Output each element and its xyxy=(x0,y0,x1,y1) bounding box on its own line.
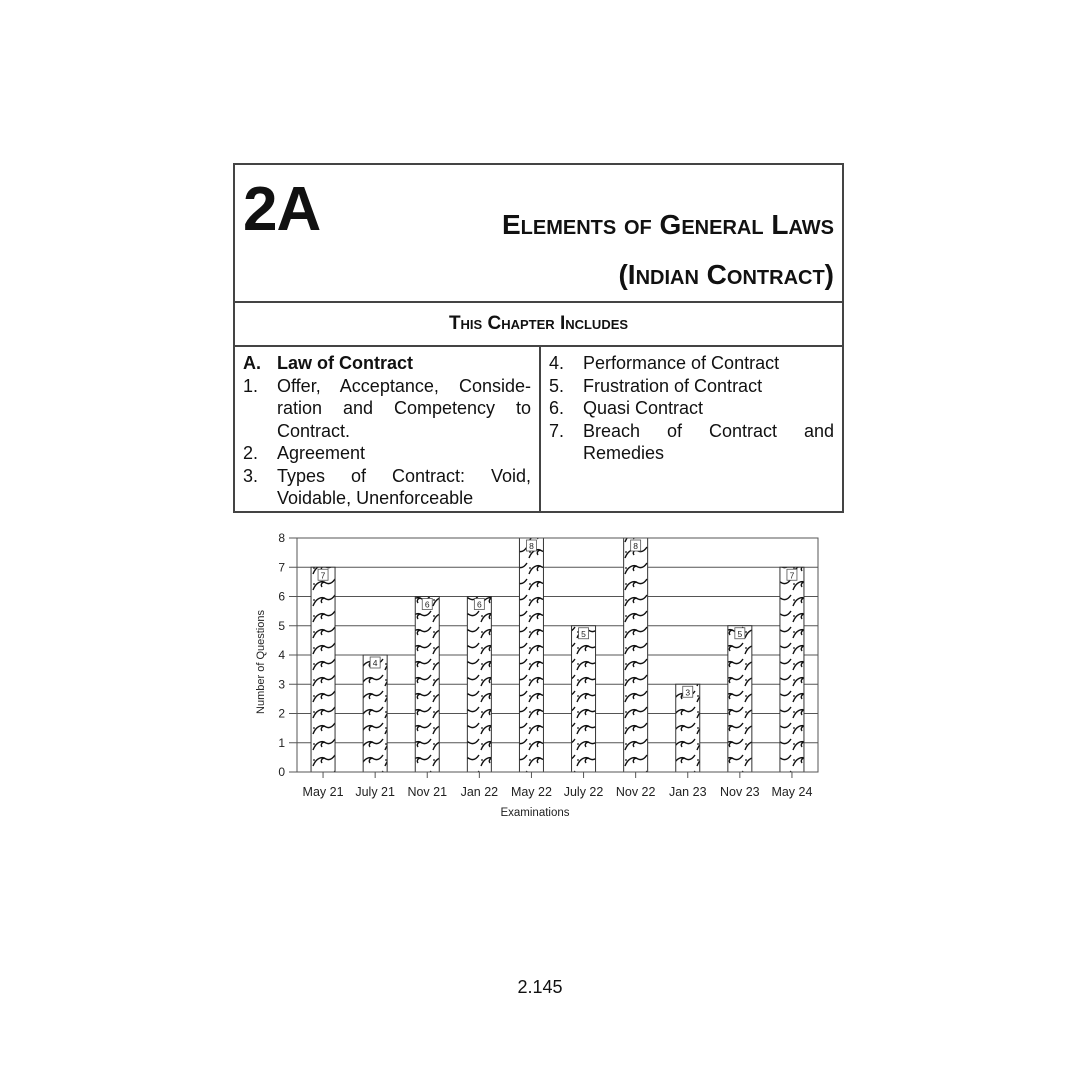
bar xyxy=(676,684,700,772)
chapter-title-line2: (Indian Contract) xyxy=(618,259,834,290)
bar xyxy=(780,567,804,772)
x-tick-label: July 22 xyxy=(563,785,604,799)
list-item: 5. Frustration of Contract xyxy=(549,375,763,396)
y-axis-label: Number of Questions xyxy=(255,610,267,714)
contents-right-column xyxy=(541,347,842,511)
bar xyxy=(728,626,752,772)
contents-table xyxy=(235,347,842,511)
page-number: 2.145 xyxy=(517,977,563,997)
list-item: 3. Types of Contract: Void, Voidable, Unenforceable xyxy=(243,465,531,508)
x-tick-label: May 22 xyxy=(510,785,552,799)
x-tick-label: Jan 23 xyxy=(668,785,707,799)
y-tick-label: 8 xyxy=(278,531,285,545)
x-tick-label: Nov 23 xyxy=(720,785,760,799)
bar-value-label: 8 xyxy=(633,541,639,551)
bar-value-label: 6 xyxy=(424,599,430,610)
y-tick-label: 2 xyxy=(278,706,285,721)
bar-value-label: 4 xyxy=(372,658,378,668)
bar-value-label: 7 xyxy=(320,570,326,581)
bar-value-label: 5 xyxy=(737,628,743,639)
chapter-header xyxy=(235,165,842,303)
bar xyxy=(519,538,543,772)
y-tick-label: 6 xyxy=(278,589,285,604)
y-tick-label: 5 xyxy=(278,618,285,633)
x-tick-label: July 21 xyxy=(355,785,395,799)
questions-bar-chart xyxy=(240,525,840,825)
x-axis-label: Examinations xyxy=(500,807,570,819)
bar-value-label: 6 xyxy=(476,599,482,610)
includes-heading: This Chapter Includes xyxy=(235,303,842,347)
bar xyxy=(415,597,439,773)
chapter-number: 2A xyxy=(243,175,321,244)
chapter-title-line1: Elements of General Laws xyxy=(501,209,834,240)
bar xyxy=(624,538,648,772)
bar xyxy=(467,597,491,773)
y-tick-label: 3 xyxy=(278,677,285,692)
contents-left-column xyxy=(235,347,541,511)
chapter-box xyxy=(233,163,844,513)
list-item: A. Law of Contract xyxy=(243,353,414,373)
bar-value-label: 8 xyxy=(529,541,534,551)
x-tick-label: Jan 22 xyxy=(460,785,499,799)
list-item: 7. Breach of Contract and Remedies xyxy=(549,420,834,463)
bar xyxy=(363,655,387,772)
list-item: 2. Agreement xyxy=(243,443,366,463)
x-tick-label: Nov 22 xyxy=(615,785,656,799)
list-item: 6. Quasi Contract xyxy=(549,398,704,418)
list-item: 4. Performance of Contract xyxy=(549,353,780,373)
bar xyxy=(311,567,335,772)
y-tick-label: 1 xyxy=(278,735,285,750)
x-tick-label: May 21 xyxy=(302,785,344,799)
bar-value-label: 7 xyxy=(789,570,795,581)
y-tick-label: 4 xyxy=(278,648,285,662)
x-tick-label: May 24 xyxy=(771,785,813,799)
list-item: 1. Offer, Acceptance, Conside-ration and Competency to Contract. xyxy=(243,375,531,441)
bar xyxy=(572,626,596,772)
x-tick-label: Nov 21 xyxy=(407,785,448,799)
y-tick-label: 7 xyxy=(278,560,285,575)
bar-value-label: 5 xyxy=(581,628,586,639)
y-tick-label: 0 xyxy=(278,765,285,779)
bar-value-label: 3 xyxy=(685,687,691,698)
